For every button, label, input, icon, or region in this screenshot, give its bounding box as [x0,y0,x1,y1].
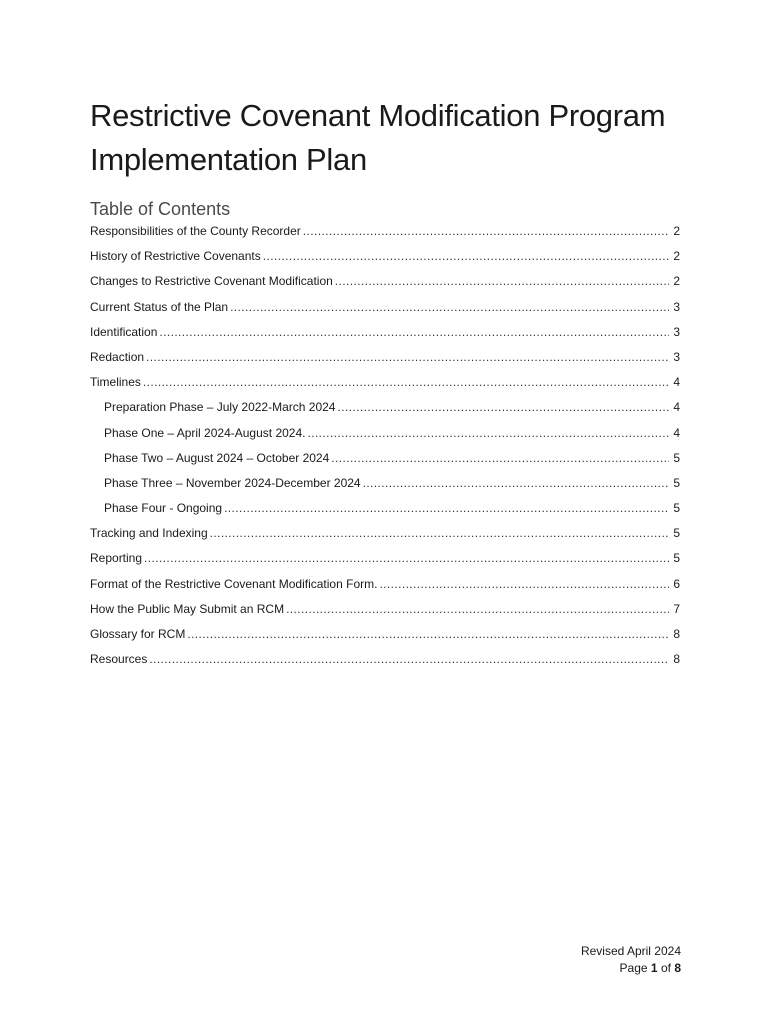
page-number [581,960,681,977]
toc-entry[interactable] [90,476,680,501]
toc-entry[interactable] [90,451,680,476]
toc-entry[interactable] [90,577,680,602]
toc-entry-label: Glossary for RCM [90,627,186,641]
toc-entry-label: Reporting [90,551,143,566]
toc-entry-page: 8 [673,652,680,667]
toc-entry-page: 4 [673,425,680,440]
table-of-contents [90,224,680,677]
page-total: 8 [674,961,681,975]
toc-entry-label: Phase Four - Ongoing [104,501,223,516]
toc-entry-page: 2 [673,274,680,289]
toc-entry-page: 3 [673,324,680,339]
toc-entry-label: Current Status of the Plan [90,299,229,314]
toc-entry-label: Phase One – April 2024-August 2024. [104,425,306,440]
toc-dot-leader [143,375,669,389]
toc-entry-label: How the Public May Submit an RCM [90,601,285,616]
toc-entry-page: 2 [673,249,680,264]
document-title: Restrictive Covenant Modification Program Implementation Plan [90,98,666,177]
toc-entry-label: Identification [90,324,158,339]
toc-entry[interactable] [90,300,680,325]
toc-entry-page: 7 [673,601,680,616]
toc-entry-page: 4 [673,400,680,415]
toc-entry-label: Preparation Phase – July 2022-March 2024 [104,400,336,415]
toc-entry-label: Timelines [90,375,141,390]
toc-entry-page: 5 [673,501,680,516]
page-prefix: Page [619,961,648,975]
toc-entry-page: 5 [673,526,680,541]
toc-dot-leader [286,602,669,616]
toc-entry-page: 3 [673,299,680,314]
toc-dot-leader [187,627,669,641]
toc-entry-label: Tracking and Indexing [90,526,208,541]
page-of: of [660,961,671,975]
toc-entry[interactable] [90,375,680,400]
toc-entry-label: Phase Two – August 2024 – October 2024 [104,450,330,465]
page-current: 1 [650,961,658,975]
revised-date: Revised April 2024 [580,944,681,958]
toc-dot-leader [379,577,669,591]
toc-dot-leader [159,325,669,339]
toc-entry[interactable] [90,249,680,274]
toc-entry[interactable] [90,551,680,576]
toc-dot-leader [363,476,670,490]
toc-dot-leader [146,350,669,364]
toc-entry-page: 5 [673,475,680,490]
toc-entry[interactable] [90,350,680,375]
toc-entry[interactable] [90,526,680,551]
toc-dot-leader [210,526,670,540]
toc-entry-page: 3 [673,349,680,364]
toc-dot-leader [263,249,670,263]
toc-entry[interactable] [90,426,680,451]
toc-entry[interactable] [90,627,680,652]
toc-dot-leader [144,551,669,565]
toc-heading: Table of Contents [90,199,231,219]
page-footer [581,943,681,977]
toc-dot-leader [307,426,669,440]
toc-entry[interactable] [90,224,680,249]
toc-entry[interactable] [90,652,680,677]
toc-dot-leader [303,224,670,238]
toc-dot-leader [149,652,669,666]
toc-dot-leader [331,451,669,465]
toc-dot-leader [224,501,669,515]
toc-entry[interactable] [90,501,680,526]
toc-dot-leader [230,300,669,314]
toc-entry-label: History of Restrictive Covenants [90,249,261,264]
toc-entry-page: 5 [673,450,680,465]
toc-entry-page: 6 [673,576,680,591]
toc-entry-label: Format of the Restrictive Covenant Modification Form. [90,576,378,591]
toc-dot-leader [337,400,669,414]
toc-entry[interactable] [90,325,680,350]
toc-entry[interactable] [90,602,680,627]
toc-dot-leader [335,274,670,288]
toc-entry-label: Phase Three – November 2024-December 2024 [104,475,361,490]
toc-entry-page: 4 [673,375,680,390]
toc-entry-page: 8 [673,627,680,641]
toc-entry[interactable] [90,274,680,299]
toc-entry-page: 2 [673,224,680,238]
toc-entry-label: Changes to Restrictive Covenant Modification [90,274,333,289]
toc-entry-label: Resources [90,652,148,667]
toc-entry-page: 5 [673,551,680,566]
toc-entry-label: Redaction [90,349,145,364]
toc-entry[interactable] [90,400,680,425]
toc-entry-label: Responsibilities of the County Recorder [90,224,301,238]
